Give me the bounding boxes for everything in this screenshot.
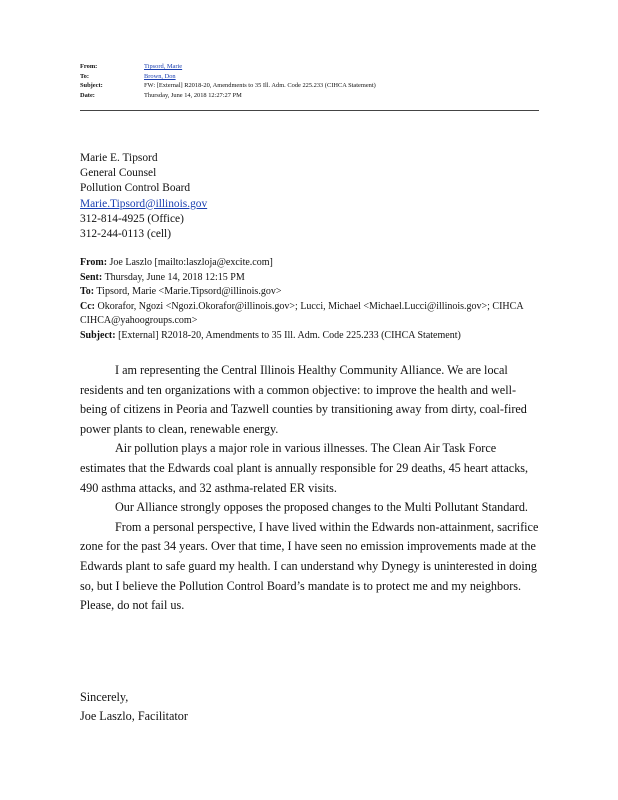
header-from-row <box>80 62 376 72</box>
signature-org: Pollution Control Board <box>80 182 191 195</box>
fwd-from-row <box>80 256 550 271</box>
signature-office-phone: 312-814-4925 (Office) <box>80 212 184 225</box>
fwd-from-label: From: <box>80 257 108 268</box>
fwd-sent-value: Thursday, June 14, 2018 12:15 PM <box>104 271 245 283</box>
signature-email-link[interactable]: Marie.Tipsord@illinois.gov <box>80 197 208 210</box>
forwarded-header <box>80 256 550 344</box>
header-to-link[interactable]: Brown, Don <box>144 72 176 80</box>
header-to-row <box>80 72 376 82</box>
signature-name: Marie E. Tipsord <box>80 152 158 164</box>
fwd-cc-value: Okorafor, Ngozi <Ngozi.Okorafor@illinois.gov>; Lucci, Michael <Michael.Lucci@illinois.gov>; CIHCA CIHCA@yahoogroups.com> <box>80 300 523 327</box>
header-subject-label: Subject: <box>80 82 103 90</box>
fwd-subject-value: [External] R2018-20, Amendments to 35 Ill. Adm. Code 225.233 (CIHCA Statement) <box>118 329 461 341</box>
body-paragraph-4: From a personal perspective, I have lived within the Edwards non-attainment, sacrifice zone for the past 34 years. Over that time, I have seen no emission improvements made at the Edwards plant to safe guard my health. I can understand why Dynegy is uninterested in doing so, but I believe the Pollution Control Board’s mandate is to protect me and my neighbors. Please, do not fail us. <box>80 519 539 613</box>
closing-block <box>80 688 188 726</box>
header-date-value: Thursday, June 14, 2018 12:27:27 PM <box>144 91 242 99</box>
header-from-label: From: <box>80 63 98 70</box>
fwd-sent-label: Sent: <box>80 271 103 283</box>
fwd-cc-row <box>80 300 550 329</box>
closing-signer: Joe Laszlo, Facilitator <box>80 709 188 723</box>
signature-title: General Counsel <box>80 167 157 180</box>
fwd-to-label: To: <box>80 286 95 298</box>
fwd-to-value: Tipsord, Marie <Marie.Tipsord@illinois.gov> <box>96 286 282 298</box>
header-subject-value: FW: [External] R2018-20, Amendments to 35 Ill. Adm. Code 225.233 (CIHCA Statement) <box>144 82 376 90</box>
email-header <box>80 62 376 100</box>
header-subject-row <box>80 81 376 91</box>
header-date-row <box>80 91 376 101</box>
letter-body <box>80 361 540 616</box>
body-paragraph-2: Air pollution plays a major role in various illnesses. The Clean Air Task Force estimates that the Edwards coal plant is annually responsible for 29 deaths, 45 heart attacks, 490 asthma attacks, and 32 asthma-related ER visits. <box>80 441 529 495</box>
fwd-subject-row <box>80 329 550 344</box>
body-paragraph-3: Our Alliance strongly opposes the proposed changes to the Multi Pollutant Standard. <box>115 500 528 515</box>
signature-cell-phone: 312-244-0113 (cell) <box>80 228 171 241</box>
fwd-sent-row <box>80 271 550 286</box>
header-divider <box>80 110 539 111</box>
fwd-from-value: Joe Laszlo [mailto:laszloja@excite.com] <box>109 257 273 268</box>
fwd-subject-label: Subject: <box>80 329 116 341</box>
body-paragraph-1: I am representing the Central Illinois Healthy Community Alliance. We are local residents and ten organizations with a common objective: to improve the health and well-being of citizens in Peoria and Tazwell counties by transitioning away from dirty, coal-fired power plants to clean, renewable energy. <box>80 363 527 436</box>
signature-block <box>80 151 207 242</box>
header-date-label: Date: <box>80 91 95 99</box>
fwd-to-row <box>80 285 550 300</box>
closing-salutation: Sincerely, <box>80 690 129 704</box>
header-to-label: To: <box>80 72 89 80</box>
fwd-cc-label: Cc: <box>80 300 95 312</box>
header-from-link[interactable]: Tipsord, Marie <box>144 63 183 70</box>
